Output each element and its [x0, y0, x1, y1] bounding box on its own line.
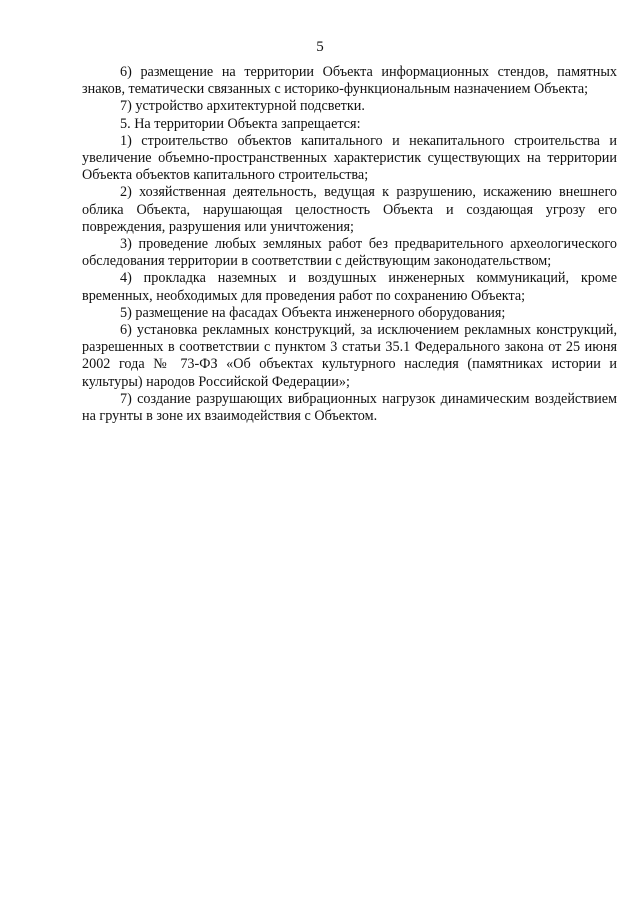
paragraph-prohibition-6: 6) установка рекламных конструкций, за исключением рекламных конструкций, разрешенных в соответствии с пунктом 3 статьи 35.1 Федерального закона от 25 июня 2002 года № 73-ФЗ «Об объектах культурного наследия (памятниках истории и культуры) народов Российской Федерации»; — [82, 322, 617, 390]
paragraph-prohibition-5: 5) размещение на фасадах Объекта инженерного оборудования; — [120, 304, 506, 321]
paragraph-prohibition-2: 2) хозяйственная деятельность, ведущая к разрушению, искажению внешнего облика Объекта, нарушающая целостность Объекта и создающая угрозу его повреждения, разрушения или уничтожения; — [82, 184, 617, 235]
paragraph-prohibition-3: 3) проведение любых земляных работ без предварительного археологического обследования территории в соответствии с действующим законодательством; — [82, 236, 617, 270]
section-5-heading: 5. На территории Объекта запрещается: — [120, 115, 361, 132]
page-number: 5 — [316, 39, 324, 55]
document-body — [82, 64, 617, 425]
paragraph-item-7-lighting: 7) устройство архитектурной подсветки. — [120, 98, 365, 115]
paragraph-prohibition-7: 7) создание разрушающих вибрационных нагрузок динамическим воздействием на грунты в зоне их взаимодействия с Объектом. — [82, 390, 617, 425]
paragraph-item-6-stands: 6) размещение на территории Объекта информационных стендов, памятных знаков, тематически связанных с историко-функциональным назначением Объекта; — [82, 64, 617, 98]
paragraph-prohibition-1: 1) строительство объектов капитального и некапитального строительства и увеличение объемно-пространственных характеристик существующих на территории Объекта объектов капитального строительства; — [82, 132, 617, 184]
paragraph-prohibition-4: 4) прокладка наземных и воздушных инженерных коммуникаций, кроме временных, необходимых для проведения работ по сохранению Объекта; — [82, 270, 617, 304]
